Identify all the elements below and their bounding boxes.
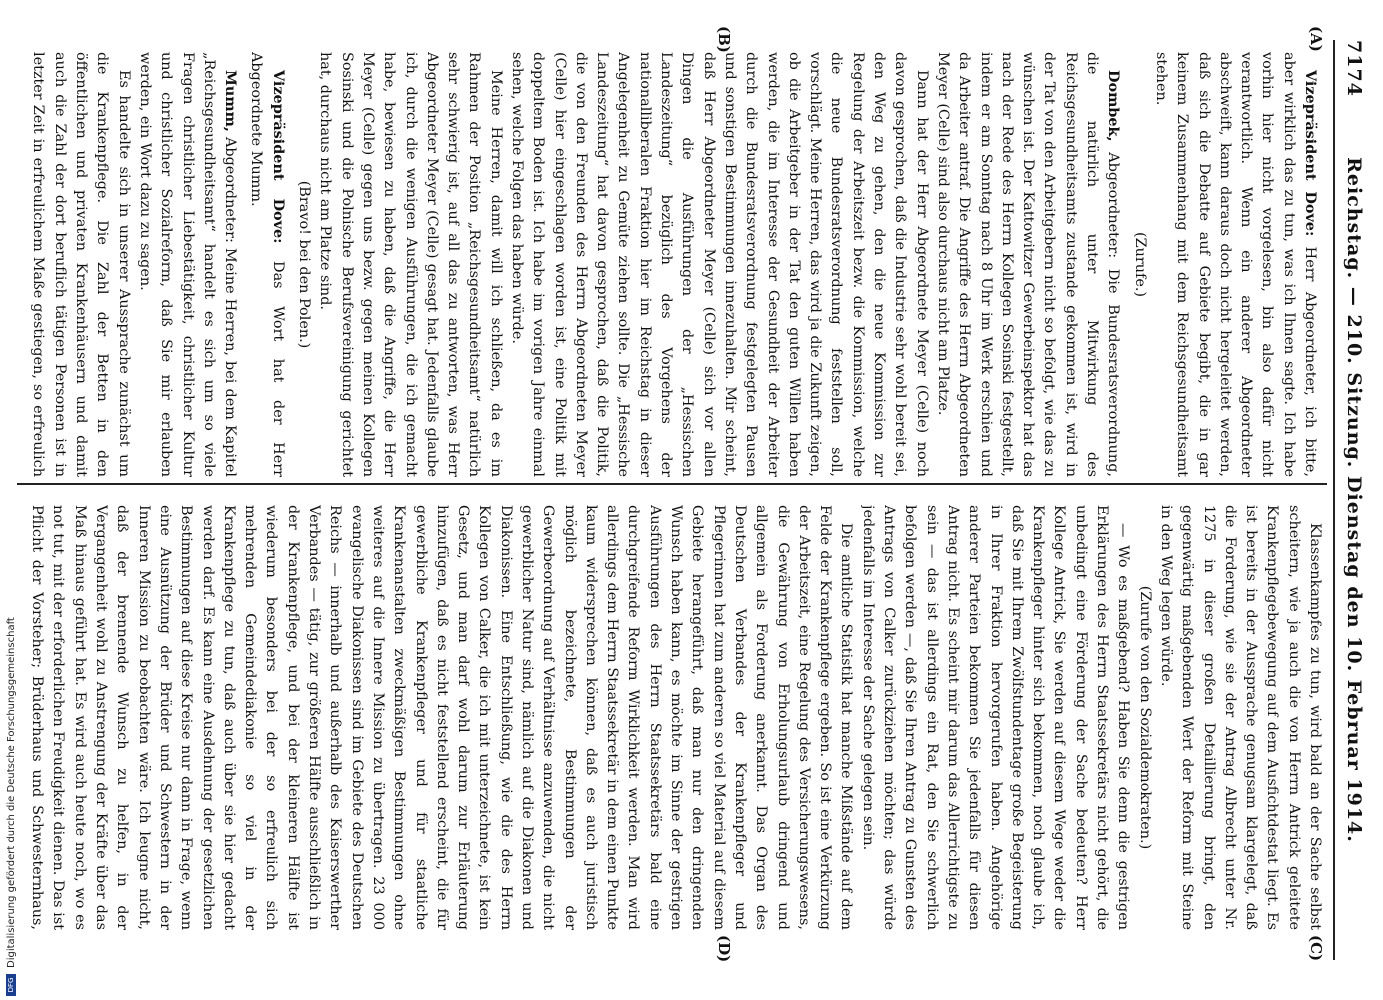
margin-marker-b: (B) [715, 26, 733, 53]
paragraph-text: — Wo es maßgebend? Haben Sie denn die gestrigen Erklärungen des Herrn Staatssekretärs nicht gehört, die unbedingt eine Förderung der Sache bedeuten? Herr Kollege Antrick, Sie werden auf diesem Wege weder die Krankenpfleger hinter sich bekommen, noch glaube ich, daß Sie mit Ihrem Zwölfstundentage große Begeisterung in Ihrer Fraktion hervorgerufen haben. Angehörige anderer Parteien bekommen Sie jedenfalls für diesen Antrag nicht. Es scheint mir darum das Allerrichtigste zu sein — das ist allerdings ein Rat, den Sie schwerlich befolgen werden —, daß Sie Ihren Antrag zu Gunsten des Antrags von Calker zurückziehen möchten; das würde jedenfalls im Interesse der Sache gelegen sein. [859, 505, 1132, 930]
paragraph [25, 52, 134, 477]
paragraph [1128, 52, 1149, 477]
text-column-left [25, 52, 1325, 477]
paragraph-text: Das Wort hat der Herr Abgeordnete Mumm. [248, 52, 286, 477]
paragraph-text: Es handelte sich in unserer Aussprache zunächst um die Krankenpflege. Die Zahl der Betten in den öffentlichen und privaten Krankenhäusern und damit auch die Zahl der dort beruflich tätigen Personen ist in letzter Zeit in erfreulichem Maße gestiegen, so erfreulich [30, 52, 132, 477]
paragraph [932, 52, 1125, 477]
page-title: Reichstag. — 210. Sitzung. Dienstag den 10. Februar 1914. [1343, 157, 1365, 843]
paragraph-text: (Zurufe.) [1131, 231, 1148, 298]
speaker-name: Vizepräsident Dove: [269, 70, 287, 244]
paragraph [1133, 505, 1154, 930]
column-divider [17, 483, 1327, 485]
paragraph-text: Klassenkampfes zu tun, wird bald an der Sache selbst scheitern, wie ja auch die von Herrn Antrick geleitete Krankenpflegebewegung auf dem Ausfichtdestat liegt. Es ist bereits in der Aussprache genugsam klargelegt, daß die Forderung, wie sie der Antrag Albrecht unter Nr. 1275 in dieser großen Detaillierung bringt, den gegenwärtig maßgebenden Wert der Reform mit Steine in den Weg legen würde. [1157, 505, 1323, 930]
paragraph-text: Meine Herren, damit will ich schließen, da es im Rahmen der Position „Reichsgesundheitsamt“ natürlich sehr schwierig ist, auf all das zu antworten, was Herr Abgeordneter Meyer (Celle) gesagt hat. Jedenfalls glaube ich, durch die wenigen Ausführungen, die ich gemacht habe, bewiesen zu haben, daß die Angriffe, die Herr Meyer (Celle) gegen uns bezw. gegen meinen Kollegen Sosinski und die Polnische Berufsvereinigung gerichtet hat, durchaus nicht am Platze sind. [317, 52, 504, 477]
paragraph [134, 52, 241, 477]
header-rule [1333, 40, 1335, 960]
paragraph [245, 52, 289, 477]
paragraph-text: Dann hat der Herr Abgeordnete Meyer (Celle) noch davon gesprochen, daß die Industrie sehr wohl bereit sei, den Weg zu gehen, den die neue Kommission zur Regelung der Arbeitszeit bezw. die Kommission, welche die neue Bundesratsverordnung feststellen soll, vorschlägt. Meine Herren, das wird ja die Zukunft zeigen, ob die Arbeitgeber in der Tat den guten Willen haben werden, die im Interesse der Gesundheit der Arbeiter durch die Bundesratsverordnung festgelegten Pausen und sonstigen Bestimmungen innezuhalten. Mir scheint, daß Herr Abgeordneter Meyer (Celle) sich vor allen Dingen die Ausführungen der „Hessischen Landeszeitung“ bezüglich des Vorgehens der nationalliberalen Fraktion hier im Reichstag in dieser Angelegenheit zu Gemüte ziehen sollte. Die „Hessische Landeszeitung“ hat davon gesprochen, daß die Politik, die von den Freunden des Herrn Abgeordneten Meyer (Celle) hier eingeschlagen worden ist, eine Politik mit doppeltem Boden ist. Ich habe im vorigen Jahre einmal sehen, welche Folgen das haben würde. [509, 52, 930, 477]
paragraph [856, 505, 1133, 930]
speaker-name: Vizepräsident Dove: [1302, 70, 1319, 237]
paragraph [25, 505, 856, 930]
paragraph-text: Die amtliche Statistik hat manche Mißstände auf dem Felde der Krankenpflege ergeben. So ist eine Verkürzung der Arbeitszeit, eine Regelung des Versicherungswesens, die Gewährung von Erholungsurlaub dringend und allgemein als Forderung anerkannt. Das Organ des Deutschen Verbandes der Krankenpfleger und Pflegerinnen hat zum anderen so viel Material auf diesem Gebiete herangeführt, daß man nur den dringenden Wunsch haben kann, es möchte im Sinne der gestrigen Ausführungen des Herrn Staatssekretärs bald eine durchgreifende Reform Wirklichkeit werden. Man wird allerdings dem Herrn Staatssekretär in dem einen Punkte kaum widersprechen können, daß es auch juristisch möglich bezeichnete, Bestimmungen der Gewerbeordnung auf Verhältnisse anzuwenden, die nicht gewerblicher Natur sind, nämlich auf die Diakonen und Diakonissen. Eine Entschließung, wie die des Herrn Kollegen von Calker, die ich mit unterzeichnete, ist kein Gesetz, und man darf wohl darum zur Erläuterung hinzufügen, daß es nicht feststellend erscheint, die für gewerbliche Krankenpfleger und für staatliche Krankenanstalten zweckmäßigen Bestimmungen ohne weiteres auf die Innere Mission zu übertragen. 23 000 evangelische Diakonissen sind im Gebiete des Deutschen Reichs — innerhalb und außerhalb des Kaiserswerther Verbandes — tätig, zur größeren Hälfte ausschließlich in der Krankenpflege, und bei der kleineren Hälfte ist wiederum besonders bei der so erfreulich sich mehrenden Gemeindediakonie so viel in der Krankenpflege zu tun, daß auch über sie hier gedacht werden darf. Es kann eine Ausdehnung der gesetzlichen Bestimmungen auf diese Kreise nur dann in Frage, wenn eine Ausnützung der Brüder und Schwestern in der Inneren Mission zu beobachten wäre. Ich leugne nicht, daß der brennende Wunsch zu helfen, in der Vergangenheit wohl zu Anstrengung der Kräfte über das Maß hinaus geführt hat. Es wird auch heute noch, wo es not tut, mit der erforderlichen Freudigkeit dienen. Das ist Pflicht der Vorsteher; Brüderhaus und Schwesternhaus, [29, 505, 855, 930]
digitization-note [6, 6, 20, 996]
paragraph-text: Herr Abgeordneter, ich bitte, aber wirklich das zu tun, was ich Ihnen sagte. Ich habe vorhin hier nicht vorgelesen, bin also dafür nicht verantwortlich. Wenn ein anderer Abgeordneter abschweift, kann daraus doch nicht hergeleitet werden, daß sich die Debatte auf Gebiete begibt, die in gar keinem Zusammenhang mit dem Reichsgesundheitsamt stehen. [1152, 52, 1318, 477]
page-header [1341, 40, 1365, 960]
paragraph-text: Abgeordneter: Die Bundesratsverordnung, die natürlich unter Mitwirkung des Reichsgesundheitsamts zustande gekommen ist, wird in der Tat von den Arbeitgebern nicht so befolgt, wie das zu wünschen ist. Der Kattowitzer Gewerbeinspektor hat das nach der Rede des Herrn Kollegen Sosinski festgestellt, indem er am Sonntag nach 8 Uhr im Werk erschien und da Arbeiter antraf. Die Angriffe des Herrn Abgeordneten Meyer (Celle) sind also durchaus nicht am Platze. [934, 52, 1122, 477]
text-column-right [25, 505, 1325, 930]
paragraph [314, 52, 506, 477]
paragraph [293, 52, 314, 477]
speaker-name: Dombek, [1105, 70, 1123, 142]
paragraph [506, 52, 932, 477]
speaker-name: Mumm, [222, 70, 240, 132]
digitization-text: Digitalisierung gefördert durch die Deutsche Forschungsgemeinschaft [6, 617, 17, 968]
paragraph [1155, 505, 1325, 930]
paragraph [1150, 52, 1321, 477]
page-number: 7174 [1343, 40, 1365, 97]
paragraph-text: Abgeordneter: Meine Herren, bei dem Kapitel „Reichsgesundheitsamt“ handelt es sich um so viele Fragen christlicher Liebestätigkeit, christlicher Kultur und christlicher Sozialreform, daß Sie mir erlauben werden, ein Wort dazu zu sagen. [136, 52, 239, 477]
margin-marker-d: (D) [715, 935, 733, 963]
margin-marker-a: (A) [1307, 26, 1325, 52]
margin-marker-c: (C) [1307, 935, 1325, 962]
paragraph-text: (Bravo! bei den Polen.) [296, 180, 313, 349]
paragraph-text: (Zurufe von den Sozialdemokraten.) [1136, 585, 1153, 850]
dfg-logo: DFG [6, 974, 16, 996]
